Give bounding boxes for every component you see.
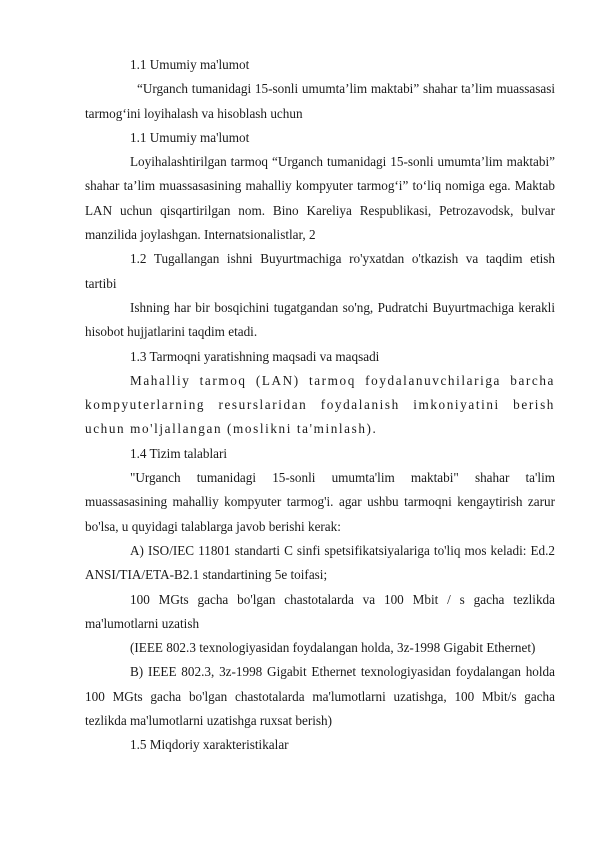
heading-system-requirements: 1.4 Tizim talablari: [130, 445, 228, 461]
requirement-ieee-note: (IEEE 802.3 texnologiyasidan foydalangan holda, 3z-1998 Gigabit Ethernet): [130, 640, 536, 656]
paragraph-network-purpose: “Urganch tumanidagi 15-sonli umumta’lim maktabi” shahar ta’lim muassasasi tarmog‘ini loyihalash va hisoblash uchun: [85, 81, 555, 121]
paragraph-work-reporting: Ishning har bir bosqichini tugatgandan so'ng, Pudratchi Buyurtmachiga kerakli hisobot hujjatlarini taqdim etadi.: [85, 299, 555, 340]
paragraph-lan-goal: Mahalliy tarmoq (LAN) tarmoq foydalanuvchilariga barcha kompyuterlarning resurslaridan foydalanish imkoniyatini berish uchun mo'ljallangan (moslikni ta'minlash).: [85, 372, 555, 437]
requirement-b: B) IEEE 802.3, 3z-1998 Gigabit Ethernet texnologiyasidan foydalangan holda 100 MGts gacha bo'lgan chastotalarda ma'lumotlarni uzatishga, 100 Mbit/s gacha tezlikda ma'lumotlarni uzatishga ruxsat berish): [85, 664, 555, 729]
heading-quantitative: 1.5 Miqdoriy xarakteristikalar: [130, 737, 289, 753]
paragraph-requirements-intro: "Urganch tumanidagi 15-sonli umumta'lim maktabi" shahar ta'lim muassasasining mahalliy kompyuter tarmog'i. agar ushbu tarmoqni kengaytirish zarur bo'lsa, u quyidagi talablarga javob berishi kerak:: [85, 470, 555, 534]
heading-network-goal: 1.3 Tarmoqni yaratishning maqsadi va maqsadi: [130, 348, 380, 364]
heading-general-info-2: 1.1 Umumiy ma'lumot: [130, 129, 250, 145]
requirement-frequency: 100 MGts gacha bo'lgan chastotalarda va 100 Mbit / s gacha tezlikda ma'lumotlarni uzatish: [85, 591, 555, 631]
paragraph-network-name: Loyihalashtirilgan tarmoq “Urganch tumanidagi 15-sonli umumta’lim maktabi” shahar ta’lim muassasasining mahalliy kompyuter tarmog‘i” to‘liq nomiga ega. Maktab LAN uchun qisqartirilgan nom. Bino Kareliya Respublikasi, Petrozavodsk, bulvar manzilida joylashgan. Internatsionalistlar, 2: [85, 154, 555, 243]
heading-general-info: 1.1 Umumiy ma'lumot: [130, 57, 250, 72]
requirement-a: A) ISO/IEC 11801 standarti C sinfi spetsifikatsiyalariga to'liq mos keladi: Ed.2 ANSI/TIA/ETA-B2.1 standartining 5e toifasi;: [85, 542, 555, 583]
heading-work-registration: 1.2 Tugallangan ishni Buyurtmachiga ro'yxatdan o'tkazish va taqdim etish tartibi: [85, 251, 555, 291]
